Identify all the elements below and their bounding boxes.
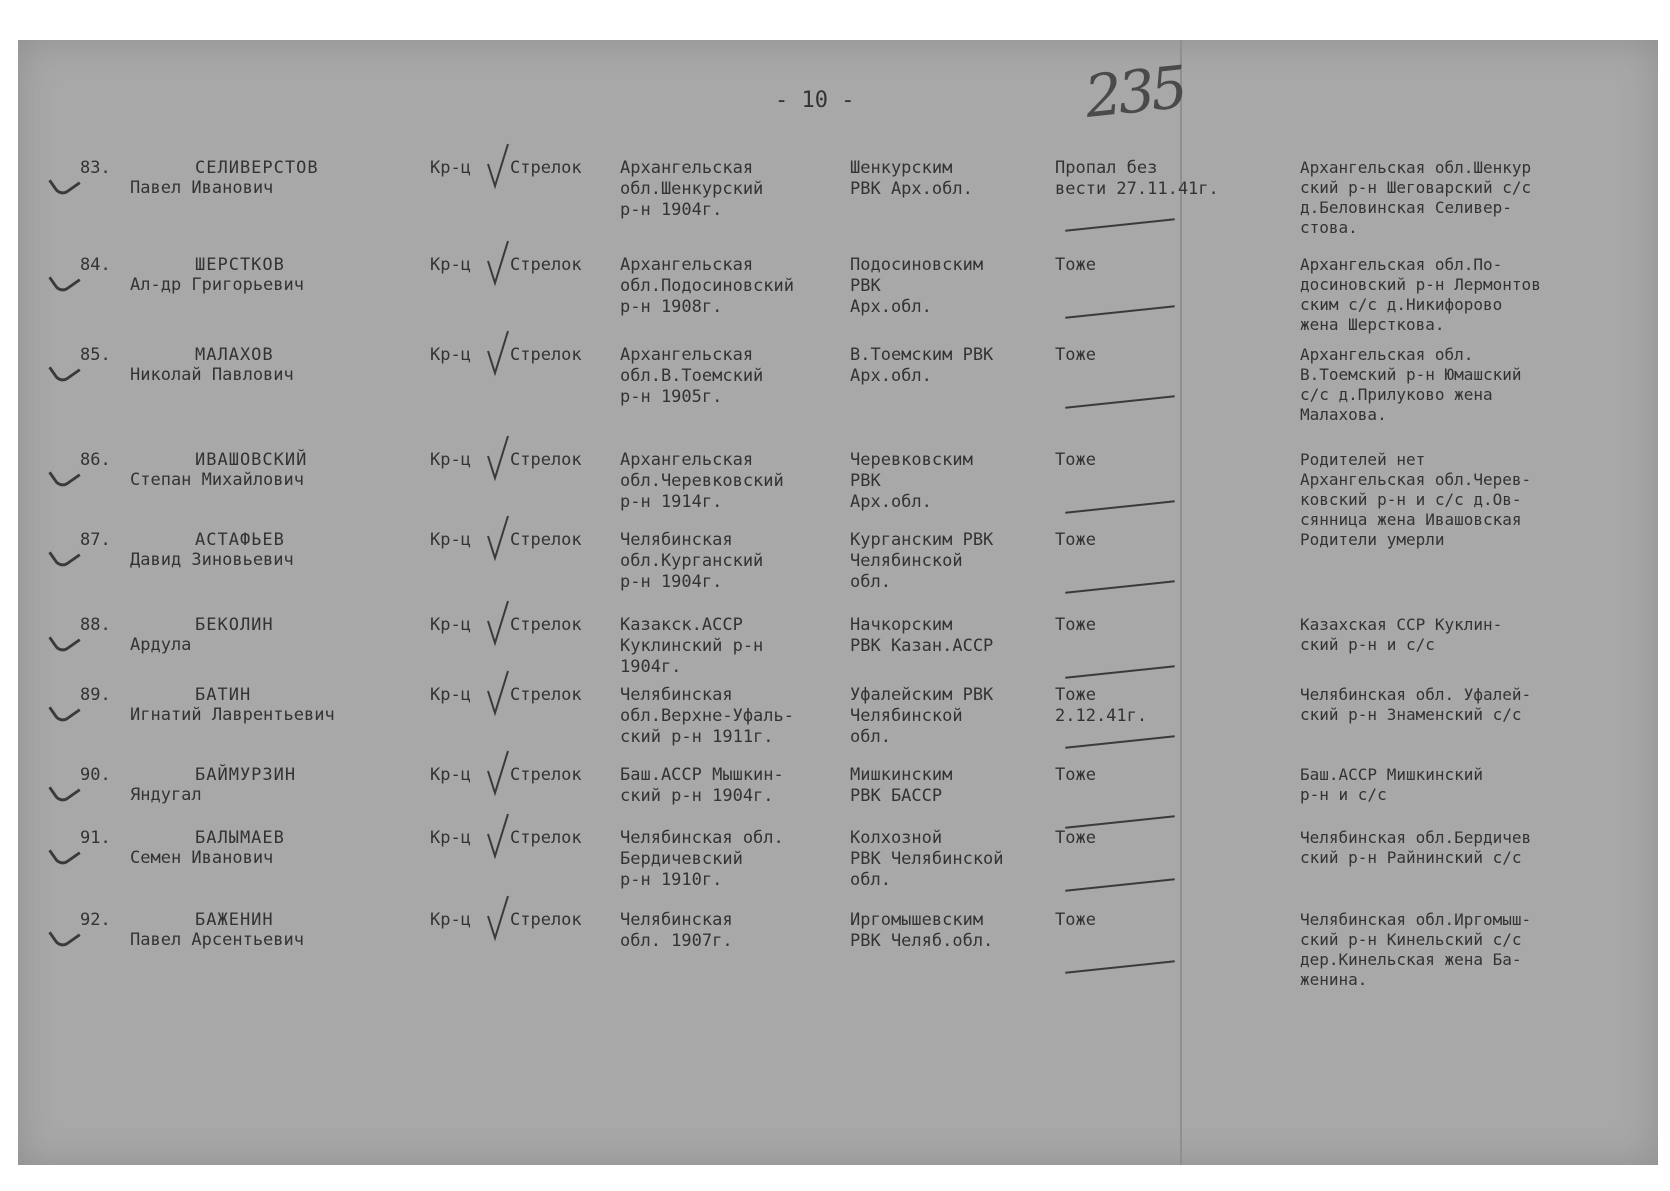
record-given-name: Игнатий Лаврентьевич [130,705,335,725]
record-surname: МАЛАХОВ [195,345,274,365]
record-family-address: Челябинская обл. Уфалей- ский р-н Знаменский с/с [1300,685,1532,724]
tick-mark-icon [486,329,510,377]
record-rank: Кр-ц [430,345,471,365]
record-surname: СЕЛИВЕРСТОВ [195,158,319,178]
tick-mark-icon [486,599,510,647]
tick-mark-icon [486,514,510,562]
record-birthplace: Челябинская обл. Бердичевский р-н 1910г. [620,828,784,890]
record-family-address: Архангельская обл.Шенкур ский р-н Шеговарский с/с д.Беловинская Селивер- стова. [1300,158,1532,237]
record-family-address: Челябинская обл.Бердичев ский р-н Райнинский с/с [1300,828,1532,867]
record-role: Стрелок [510,530,582,550]
handwritten-archive-number: 235 [1081,53,1188,131]
tick-mark-icon [486,894,510,942]
record-number: 84. [80,255,111,275]
record-family-address: Родители умерли [1300,530,1445,549]
record-birthplace: Челябинская обл.Курганский р-н 1904г. [620,530,764,592]
record-draft-office: В.Тоемским РВК Арх.обл. [850,345,994,386]
record-role: Стрелок [510,450,582,470]
record-number: 86. [80,450,111,470]
record-status: Тоже [1055,910,1096,930]
tick-mark-icon [486,434,510,482]
record-status: Пропал без вести 27.11.41г. [1055,158,1219,199]
record-given-name: Ал-др Григорьевич [130,275,304,295]
record-family-address: Челябинская обл.Иргомыш- ский р-н Кинельский с/с дер.Кинельская жена Ба- женина. [1300,910,1532,989]
record-surname: АСТАФЬЕВ [195,530,285,550]
record-given-name: Николай Павлович [130,365,294,385]
record-draft-office: Курганским РВК Челябинской обл. [850,530,994,592]
record-birthplace: Архангельская обл.В.Тоемский р-н 1905г. [620,345,764,407]
record-status: Тоже [1055,450,1096,470]
record-status: Тоже [1055,345,1096,365]
record-given-name: Давид Зиновьевич [130,550,294,570]
record-number: 88. [80,615,111,635]
record-rank: Кр-ц [430,450,471,470]
record-birthplace: Архангельская обл.Шенкурский р-н 1904г. [620,158,764,220]
record-rank: Кр-ц [430,910,471,930]
record-surname: ИВАШОВСКИЙ [195,450,308,470]
record-draft-office: Мишкинским РВК БАССР [850,765,953,806]
sheet-fold-line [1180,40,1182,1165]
record-draft-office: Колхозной РВК Челябинской обл. [850,828,1004,890]
record-status: Тоже [1055,530,1096,550]
record-given-name: Семен Иванович [130,848,274,868]
record-number: 90. [80,765,111,785]
record-rank: Кр-ц [430,615,471,635]
record-rank: Кр-ц [430,765,471,785]
record-role: Стрелок [510,765,582,785]
record-role: Стрелок [510,255,582,275]
record-given-name: Степан Михайлович [130,470,304,490]
record-draft-office: Уфалейским РВК Челябинской обл. [850,685,994,747]
record-draft-office: Иргомышевским РВК Челяб.обл. [850,910,994,951]
record-rank: Кр-ц [430,255,471,275]
record-role: Стрелок [510,158,582,178]
tick-mark-icon [486,239,510,287]
record-role: Стрелок [510,345,582,365]
record-number: 89. [80,685,111,705]
record-birthplace: Казакск.АССР Куклинский р-н 1904г. [620,615,764,677]
record-draft-office: Черевковским РВК Арх.обл. [850,450,973,512]
record-given-name: Яндугал [130,785,202,805]
record-status: Тоже 2.12.41г. [1055,685,1148,726]
record-rank: Кр-ц [430,685,471,705]
record-birthplace: Челябинская обл. 1907г. [620,910,733,951]
record-surname: БАЙМУРЗИН [195,765,297,785]
record-role: Стрелок [510,828,582,848]
record-rank: Кр-ц [430,530,471,550]
tick-mark-icon [486,142,510,190]
record-surname: ШЕРСТКОВ [195,255,285,275]
tick-mark-icon [486,749,510,797]
record-given-name: Павел Арсентьевич [130,930,304,950]
record-number: 85. [80,345,111,365]
record-given-name: Ардула [130,635,192,655]
page-number: - 10 - [775,88,855,113]
record-role: Стрелок [510,685,582,705]
record-birthplace: Челябинская обл.Верхне-Уфаль- ский р-н 1911г. [620,685,794,747]
record-number: 91. [80,828,111,848]
record-birthplace: Архангельская обл.Черевковский р-н 1914г. [620,450,784,512]
record-surname: БАТИН [195,685,252,705]
record-status: Тоже [1055,255,1096,275]
record-role: Стрелок [510,910,582,930]
record-family-address: Архангельская обл.По- досиновский р-н Лермонтов ским с/с д.Никифорово жена Шерсткова. [1300,255,1541,334]
record-surname: БЕКОЛИН [195,615,274,635]
record-family-address: Архангельская обл. В.Тоемский р-н Юмашский с/с д.Прилуково жена Малахова. [1300,345,1522,424]
record-rank: Кр-ц [430,158,471,178]
record-birthplace: Баш.АССР Мышкин- ский р-н 1904г. [620,765,784,806]
record-status: Тоже [1055,765,1096,785]
record-number: 83. [80,158,111,178]
record-family-address: Родителей нет Архангельская обл.Черев- ковский р-н и с/с д.Ов- сянница жена Ивашовская [1300,450,1532,529]
record-birthplace: Архангельская обл.Подосиновский р-н 1908г. [620,255,794,317]
record-surname: БАЛЫМАЕВ [195,828,285,848]
tick-mark-icon [486,669,510,717]
record-role: Стрелок [510,615,582,635]
record-given-name: Павел Иванович [130,178,274,198]
record-draft-office: Начкорским РВК Казан.АССР [850,615,994,656]
record-rank: Кр-ц [430,828,471,848]
record-status: Тоже [1055,615,1096,635]
record-family-address: Казахская ССР Куклин- ский р-н и с/с [1300,615,1503,654]
record-family-address: Баш.АССР Мишкинский р-н и с/с [1300,765,1484,804]
record-draft-office: Подосиновским РВК Арх.обл. [850,255,984,317]
record-surname: БАЖЕНИН [195,910,274,930]
tick-mark-icon [486,812,510,860]
record-number: 87. [80,530,111,550]
record-status: Тоже [1055,828,1096,848]
record-draft-office: Шенкурским РВК Арх.обл. [850,158,973,199]
record-number: 92. [80,910,111,930]
